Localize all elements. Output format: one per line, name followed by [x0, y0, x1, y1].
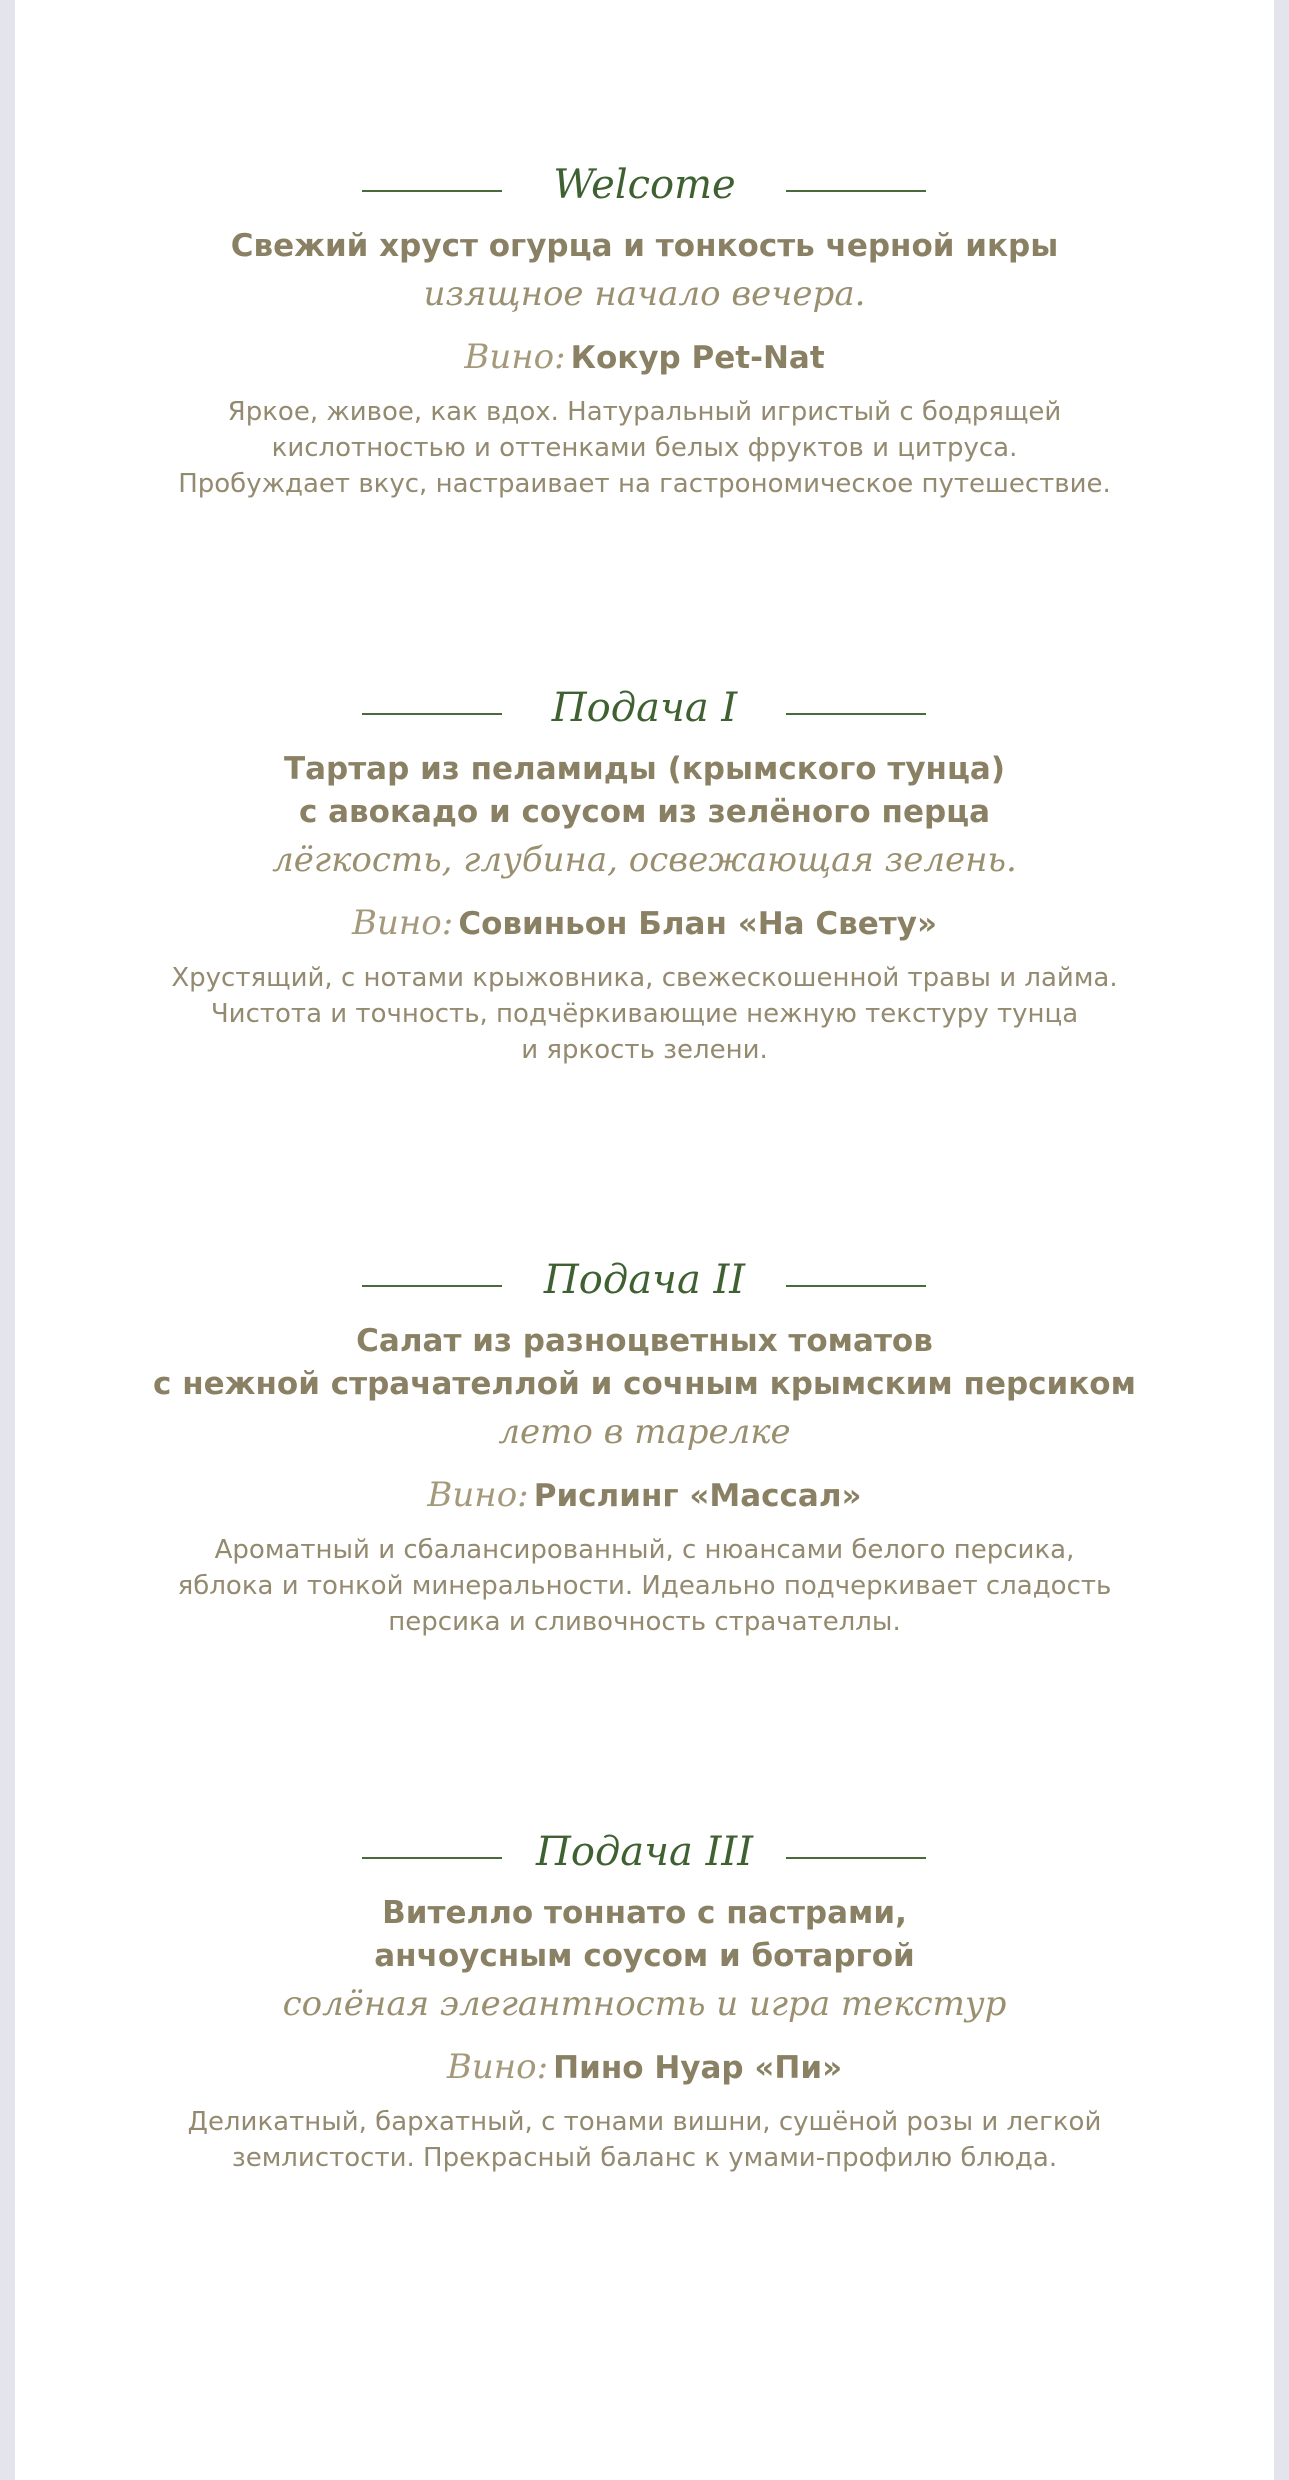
wine-description: [15, 1532, 1274, 1640]
menu-page: [15, 0, 1274, 2480]
section-heading: Подача III: [535, 1829, 753, 1875]
section-heading: Welcome: [553, 162, 736, 208]
wine-description: [15, 960, 1274, 1068]
dish-title-line: Тартар из пеламиды (крымского тунца): [283, 751, 1006, 787]
heading-rule-right: [786, 1857, 926, 1859]
wine-pairing: [15, 2042, 1274, 2098]
dish-title-line: Вителло тоннато с пастрами,: [382, 1895, 907, 1931]
dish-title: [15, 1892, 1274, 1978]
menu-section-course-2: [15, 1250, 1274, 1640]
section-heading-row: [15, 678, 1274, 738]
description-line: яблока и тонкой минеральности. Идеально подчеркивает сладость: [177, 1571, 1112, 1601]
wine-label: Вино:: [446, 2047, 549, 2087]
section-heading-row: [15, 155, 1274, 215]
dish-title-line: с нежной страчателлой и сочным крымским персиком: [153, 1366, 1136, 1402]
description-line: персика и сливочность страчателлы.: [388, 1607, 901, 1637]
heading-rule-right: [786, 1285, 926, 1287]
dish-tagline: солёная элегантность и игра текстур: [282, 1984, 1007, 2024]
section-heading: Подача II: [543, 1257, 746, 1303]
description-line: Яркое, живое, как вдох. Натуральный игристый с бодрящей: [227, 397, 1062, 427]
wine-name: Пино Нуар «Пи»: [553, 2050, 843, 2086]
dish-title: [15, 748, 1274, 834]
menu-section-course-3: [15, 1822, 1274, 2176]
description-line: землистости. Прекрасный баланс к умами-профилю блюда.: [231, 2143, 1058, 2173]
dish-tagline: изящное начало вечера.: [423, 274, 866, 314]
dish-title-line: Салат из разноцветных томатов: [356, 1323, 933, 1359]
description-line: и яркость зелени.: [521, 1035, 768, 1065]
dish-title-line: Свежий хруст огурца и тонкость черной икры: [230, 228, 1059, 264]
wine-pairing: [15, 332, 1274, 388]
description-line: Хрустящий, с нотами крыжовника, свежескошенной травы и лайма.: [171, 963, 1118, 993]
section-heading-row: [15, 1822, 1274, 1882]
wine-description: [15, 2104, 1274, 2176]
wine-name: Совиньон Блан «На Свету»: [458, 906, 937, 942]
description-line: Чистота и точность, подчёркивающие нежную текстуру тунца: [210, 999, 1079, 1029]
menu-section-welcome: [15, 155, 1274, 502]
wine-pairing: [15, 1470, 1274, 1526]
dish-title-line: анчоусным соусом и ботаргой: [374, 1938, 915, 1974]
wine-label: Вино:: [427, 1475, 529, 1515]
dish-title-line: с авокадо и соусом из зелёного перца: [298, 794, 991, 830]
dish-title: [15, 1320, 1274, 1406]
dish-tagline: лёгкость, глубина, освежающая зелень.: [272, 840, 1017, 880]
heading-rule-right: [786, 190, 926, 192]
section-heading: Подача I: [551, 685, 738, 731]
menu-section-course-1: [15, 678, 1274, 1068]
wine-label: Вино:: [352, 903, 454, 943]
wine-pairing: [15, 898, 1274, 954]
description-line: Деликатный, бархатный, с тонами вишни, сушёной розы и легкой: [187, 2107, 1102, 2137]
description-line: Пробуждает вкус, настраивает на гастрономическое путешествие.: [178, 469, 1111, 499]
wine-label: Вино:: [464, 337, 566, 377]
section-heading-row: [15, 1250, 1274, 1310]
heading-rule-right: [786, 713, 926, 715]
wine-name: Рислинг «Массал»: [533, 1478, 862, 1514]
description-line: кислотностью и оттенками белых фруктов и цитруса.: [271, 433, 1018, 463]
dish-tagline: лето в тарелке: [498, 1412, 791, 1452]
dish-title: [15, 225, 1274, 268]
description-line: Ароматный и сбалансированный, с нюансами белого персика,: [214, 1535, 1075, 1565]
wine-name: Кокур Pet-Nat: [570, 340, 825, 376]
wine-description: [15, 394, 1274, 502]
